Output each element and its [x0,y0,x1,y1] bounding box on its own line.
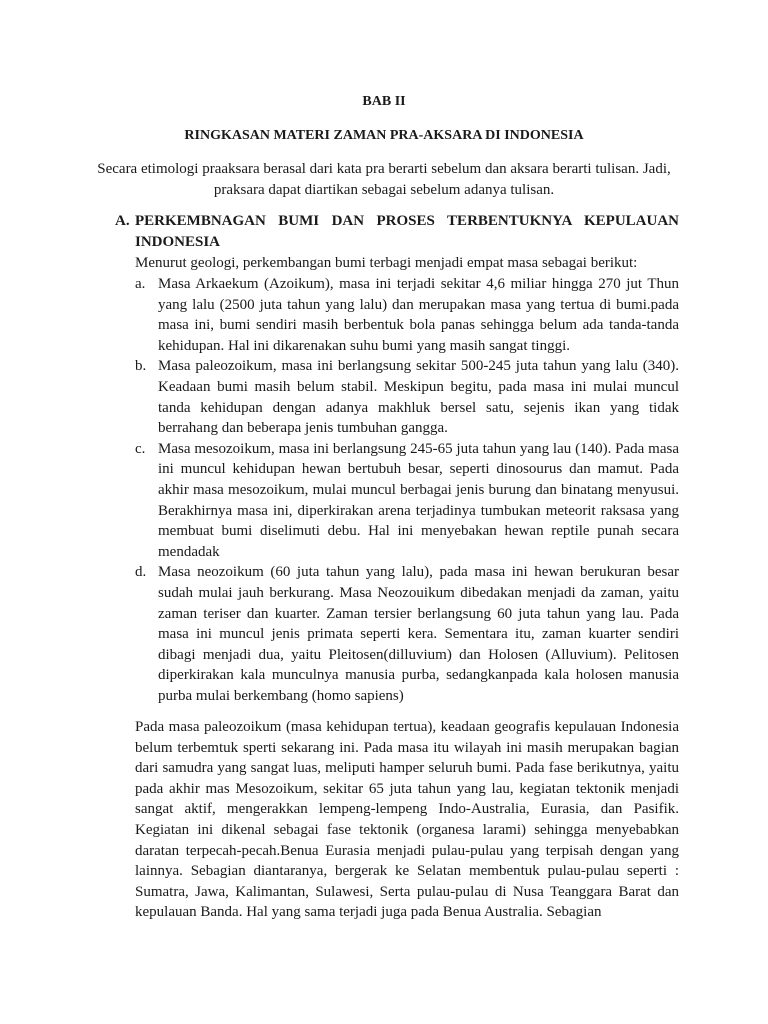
list-marker: a. [135,276,146,292]
list-marker: d. [135,564,147,581]
era-list [135,274,679,706]
chapter-label: BAB II [362,94,406,109]
list-item-text: Masa Arkaekum (Azoikum), masa ini terjadi sekitar 4,6 miliar hingga 270 jut Thun yang lalu (2500 juta tahun yang lalu) dan merupakan masa yang tertua di bumi.pada masa ini, bumi sendiri masih berbentuk bola panas sehingga belum ada tanda-tanda kehidupan. Hal ini dikarenakan suhu bumi yang masih sangat tinggi. [158,276,679,354]
section-letter: A. [115,213,130,229]
body-paragraph: Pada masa paleozoikum (masa kehidupan tertua), keadaan geografis kepulauan Indonesia belum terbemtuk sperti sekarang ini. Pada masa itu wilayah ini masih merupakan bagian dari samudra yang sangat luas, meliputi hamper seluruh bumi. Pada fase berikutnya, yaitu pada akhir mas Mesozoikum, sekitar 65 juta tahun yang lau, kegiatan tektonik menjadi sangat aktif, mengerakkan lempeng-lempeng Indo-Australia, Eurasia, dan Pasifik. Kegiatan ini dikenal sebagai fase tektonik (organesa larami) sehingga menyebabkan daratan terpecah-pecah.Benua Eurasia menjadi pulau-pulau yang terpisah dengan yang lainnya. Sebagian diantaranya, bergerak ke Selatan membentuk pulau-pulau seperti : Sumatra, Jawa, Kalimantan, Sulawesi, Serta pulau-pulau di Nusa Teanggara Barat dan kepulauan Banda. Hal yang sama terjadi juga pada Benua Australia. Sebagian [135,719,679,921]
section-heading: PERKEMBNAGAN BUMI DAN PROSES TERBENTUKNYA KEPULAUAN INDONESIA [135,213,679,250]
section-lead: Menurut geologi, perkembangan bumi terbagi menjadi empat masa sebagai berikut: [135,255,638,271]
list-item-text: Masa neozoikum (60 juta tahun yang lalu), pada masa ini hewan berukuran besar sudah mulai jauh berkurang. Masa Neozouikum dibedakan menjadi da zaman, yaitu zaman teriser dan kuarter. Zaman tersier berlangsung 60 juta tahun yang lau. Pada masa ini muncul jenis primata seperti kera. Sementara itu, zaman kuarter sendiri dibagi menjadi dua, yaitu Pleitosen(dilluvium) dan Holosen (Alluvium). Pelitosen diperkirakan kala munculnya manusia purba, sedangkanpada kala holosen manusia purba mulai berkembang (homo sapiens) [158,564,679,704]
list-marker: c. [135,440,146,457]
list-item-c [135,439,679,563]
list-item-a [135,274,679,356]
list-item-d [135,562,679,706]
chapter-title: RINGKASAN MATERI ZAMAN PRA-AKSARA DI INDONESIA [184,128,584,143]
list-item-text: Masa mesozoikum, masa ini berlangsung 245-65 juta tahun yang lau (140). Pada masa ini muncul kehidupan hewan bertubuh besar, seperti dinosourus dan mamut. Pada akhir masa mesozoikum, mulai muncul berbagai jenis burung dan binatang menyusui. Berakhirnya masa ini, diperkirakan arena terjadinya tumbukan meteorit raksasa yang membuat bumi diselimuti debu. Hal ini menyebakan hewan reptile punah secara mendadak [158,440,679,560]
intro-paragraph: Secara etimologi praaksara berasal dari kata pra berarti sebelum dan aksara berarti tulisan. Jadi, praksara dapat diartikan sebagai sebelum adanya tulisan. [97,161,671,198]
list-item-b [135,356,679,438]
list-marker: b. [135,358,147,375]
list-item-text: Masa paleozoikum, masa ini berlangsung sekitar 500-245 juta tahun yang lalu (340). Keadaan bumi masih belum stabil. Meskipun begitu, pada masa ini mulai muncul tanda kehidupan dengan adanya makhluk bersel satu, sejenis ikan yang tidak berrahang dan beberapa jenis tumbuhan gangga. [158,358,679,437]
